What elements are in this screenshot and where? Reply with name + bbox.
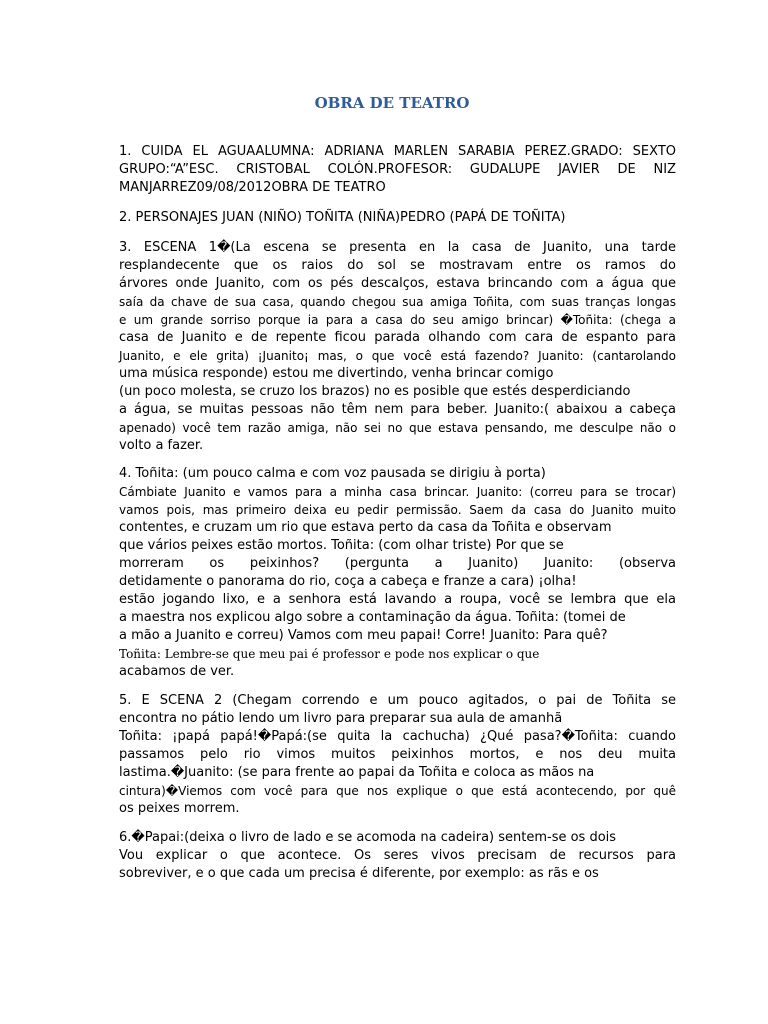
text-line: 4. Toñita: (um pouco calma e com voz pausada se dirigiu à porta) (119, 466, 546, 481)
text-line: encontra no pátio lendo um livro para preparar sua aula de amanhã (119, 711, 563, 726)
text-line: apenado) você tem razão amiga, não sei no que estava pensando, me desculpe não o (119, 421, 676, 435)
text-line: 2. PERSONAJES JUAN (NIÑO) TOÑITA (NIÑA)PEDRO (PAPÁ DE TOÑITA) (119, 210, 566, 225)
text-line: (un poco molesta, se cruzo los brazos) no es posible que estés desperdiciando (119, 384, 631, 399)
text-line: Toñita: ¡papá papá!�Papá:(se quita la cachucha) ¿Qué pasa?�Toñita: cuando (119, 729, 676, 744)
paragraph-2 (119, 209, 676, 227)
text-line: 3. ESCENA 1�(La escena se presenta en la casa de Juanito, una tarde (119, 240, 676, 255)
text-line: passamos pelo rio vimos muitos peixinhos mortos, e nos deu muita (119, 747, 676, 762)
text-line: 1. CUIDA EL AGUAALUMNA: ADRIANA MARLEN SARABIA PEREZ.GRADO: SEXTO (119, 144, 676, 159)
text-line: árvores onde Juanito, com os pés descalços, estava brincando com a água que (119, 276, 676, 291)
text-line: contentes, e cruzam um rio que estava perto da casa da Toñita e observam (119, 520, 612, 535)
text-line: GRUPO:“A”ESC. CRISTOBAL COLÓN.PROFESOR: GUDALUPE JAVIER DE NIZ (119, 162, 676, 177)
text-line: a água, se muitas pessoas não têm nem para beber. Juanito:( abaixou a cabeça (119, 402, 676, 417)
text-line: casa de Juanito e de repente ficou parada olhando com cara de espanto para (119, 330, 676, 345)
text-line: a maestra nos explicou algo sobre a contaminação da água. Toñita: (tomei de (119, 610, 626, 625)
text-line: a mão a Juanito e correu) Vamos com meu papai! Corre! Juanito: Para quê? (119, 628, 608, 643)
paragraph-1 (119, 143, 676, 197)
text-line: estão jogando lixo, e a senhora está lavando a roupa, você se lembra que ela (119, 592, 676, 607)
text-line: Toñita: Lembre-se que meu pai é professor e pode nos explicar o que (119, 647, 540, 661)
text-line: cintura)�Viemos com você para que nos explique o que está acontecendo, por quê (119, 784, 676, 798)
text-line: Cámbiate Juanito e vamos para a minha casa brincar. Juanito: (correu para se trocar) (119, 485, 676, 499)
text-line: morreram os peixinhos? (pergunta a Juanito) Juanito: (observa (119, 556, 676, 571)
text-line: que vários peixes estão mortos. Toñita: (com olhar triste) Por que se (119, 538, 564, 553)
text-line: MANJARREZ09/08/2012OBRA DE TEATRO (119, 180, 386, 195)
text-line: Vou explicar o que acontece. Os seres vivos precisam de recursos para (119, 848, 676, 863)
text-line: vamos pois, mas primeiro deixa eu pedir permissão. Saem da casa do Juanito muito (119, 503, 676, 517)
paragraph-5 (119, 692, 676, 818)
text-line: e um grande sorriso porque ia para a casa do seu amigo brincar) �Toñita: (chega a (119, 313, 676, 327)
text-line: lastima.�Juanito: (se para frente ao papai da Toñita e coloca as mãos na (119, 765, 595, 780)
text-line: resplandecente que os raios do sol se mostravam entre os ramos do (119, 258, 676, 273)
paragraph-3 (119, 239, 676, 455)
text-line: 5. E SCENA 2 (Chegam correndo e um pouco agitados, o pai de Toñita se (119, 693, 676, 708)
paragraph-6 (119, 829, 676, 883)
text-line: uma música responde) estou me divertindo, venha brincar comigo (119, 366, 554, 381)
text-line: volto a fazer. (119, 438, 204, 453)
text-line: detidamente o panorama do rio, coça a cabeça e franze a cara) ¡olha! (119, 574, 577, 589)
document-title: OBRA DE TEATRO (314, 94, 470, 112)
text-line: sobreviver, e o que cada um precisa é diferente, por exemplo: as rãs e os (119, 866, 599, 881)
text-line: Juanito, e ele grita) ¡Juanito¡ mas, o que você está fazendo? Juanito: (cantarolando (119, 349, 676, 363)
paragraph-4 (119, 465, 676, 681)
text-line: saía da chave de sua casa, quando chegou sua amiga Toñita, com suas tranças longas (119, 295, 676, 309)
text-line: acabamos de ver. (119, 664, 235, 679)
text-line: os peixes morrem. (119, 801, 240, 816)
text-line: 6.�Papai:(deixa o livro de lado e se acomoda na cadeira) sentem-se os dois (119, 830, 617, 845)
